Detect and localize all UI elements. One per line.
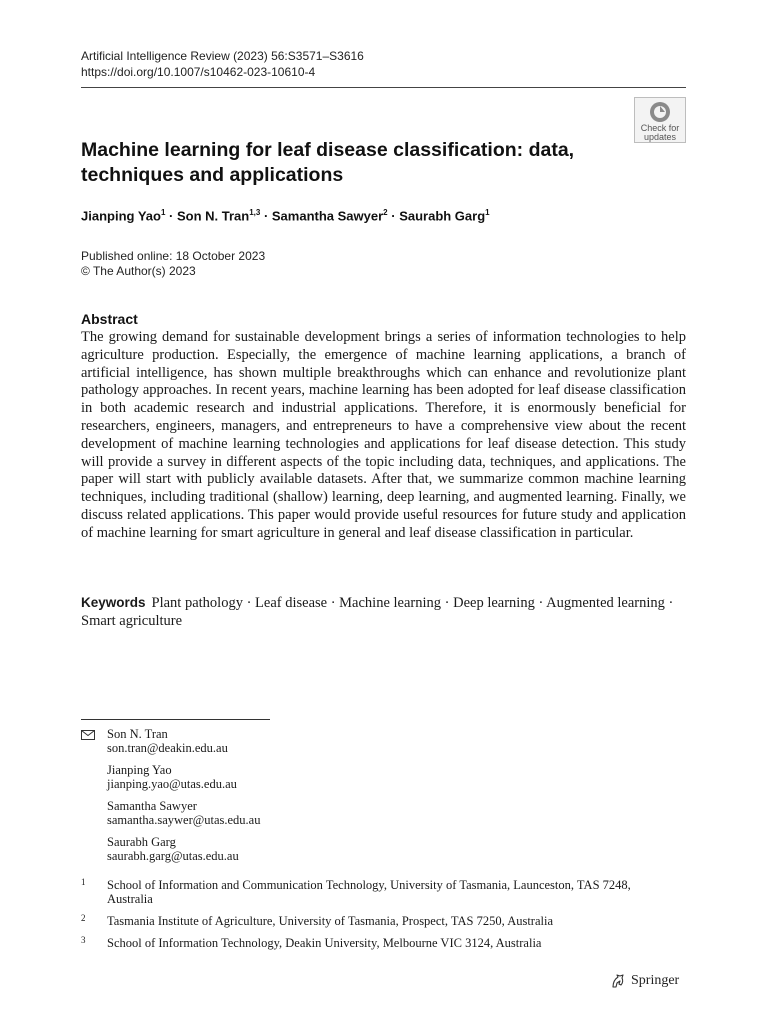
author-separator: · bbox=[260, 208, 272, 224]
abstract-text: The growing demand for sustainable development brings a series of information technologies to help agriculture production. Especially, the emergence of machine learning applications, a branch of artificial intelligence, has shown multiple breakthroughs which can enhance and revolutionize plant pathology approaches. In recent years, machine learning has been adopted for leaf disease classification in both academic research and industrial applications. Therefore, it is enormously beneficial for researchers, engineers, managers, and entrepreneurs to have a comprehensive view about the recent development of machine learning technologies and applications for leaf disease detection. This study will provide a survey in different aspects of the topic including data, techniques, and applications. The paper will start with publicly available datasets. After that, we summarize common machine learning techniques, including traditional (shallow) learning, deep learning, and augmented learning. Finally, we discuss related applications. This paper would provide useful resources for future study and application of machine learning for smart agriculture in general and leaf disease classification in particular. bbox=[81, 329, 686, 541]
update-ring-icon bbox=[648, 100, 672, 124]
keywords-block bbox=[81, 594, 686, 630]
correspondence-email[interactable]: saurabh.garg@utas.edu.au bbox=[107, 849, 239, 863]
correspondence-entry bbox=[81, 727, 381, 755]
affiliation-item bbox=[81, 914, 641, 928]
author-affiliation: 1 bbox=[485, 208, 490, 217]
author-list bbox=[81, 208, 490, 223]
affiliation-text: School of Information and Communication Technology, University of Tasmania, Launceston, TAS 7248, Australia bbox=[107, 878, 631, 906]
header-divider bbox=[81, 87, 686, 88]
correspondence-entry bbox=[81, 763, 381, 791]
affiliations-block bbox=[81, 878, 641, 958]
correspondence-email[interactable]: samantha.saywer@utas.edu.au bbox=[107, 813, 261, 827]
doi-link[interactable]: https://doi.org/10.1007/s10462-023-10610-4 bbox=[81, 65, 316, 79]
author-affiliation: 1 bbox=[160, 208, 166, 217]
affiliation-number: 3 bbox=[81, 935, 86, 945]
author-affiliation: 1,3 bbox=[249, 208, 261, 217]
publisher-logo bbox=[610, 973, 679, 989]
correspondence-block bbox=[81, 727, 381, 871]
affiliation-number: 2 bbox=[81, 913, 86, 923]
affiliation-text: Tasmania Institute of Agriculture, University of Tasmania, Prospect, TAS 7250, Australia bbox=[107, 914, 554, 928]
author-name[interactable]: Samantha Sawyer bbox=[271, 208, 384, 224]
author-separator: · bbox=[387, 208, 400, 224]
correspondence-email[interactable]: jianping.yao@utas.edu.au bbox=[107, 777, 237, 791]
check-for-updates-badge[interactable] bbox=[634, 97, 686, 143]
correspondence-entry bbox=[81, 835, 381, 863]
paper-title: Machine learning for leaf disease classification: data, techniques and applications bbox=[81, 139, 575, 186]
author-separator: · bbox=[165, 208, 177, 224]
affiliation-item bbox=[81, 878, 641, 906]
author-name[interactable]: Jianping Yao bbox=[81, 208, 161, 224]
affiliation-text: School of Information Technology, Deakin University, Melbourne VIC 3124, Australia bbox=[107, 936, 542, 950]
keywords-label: Keywords bbox=[81, 595, 146, 610]
correspondence-email[interactable]: son.tran@deakin.edu.au bbox=[107, 741, 228, 755]
correspondence-entry bbox=[81, 799, 381, 827]
journal-header bbox=[81, 48, 364, 80]
correspondence-name: Saurabh Garg bbox=[107, 835, 176, 849]
published-date: Published online: 18 October 2023 bbox=[81, 249, 266, 263]
publication-info bbox=[81, 249, 265, 279]
keywords-text: Plant pathology · Leaf disease · Machine learning · Deep learning · Augmented learning · Smart agriculture bbox=[81, 595, 674, 629]
footnote-divider bbox=[81, 719, 270, 720]
copyright-notice: © The Author(s) 2023 bbox=[81, 264, 196, 278]
correspondence-name: Son N. Tran bbox=[107, 727, 168, 741]
author-name[interactable]: Son N. Tran bbox=[176, 208, 250, 224]
correspondence-name: Samantha Sawyer bbox=[107, 799, 197, 813]
springer-horse-icon bbox=[610, 973, 626, 989]
abstract-heading: Abstract bbox=[81, 311, 138, 327]
author-affiliation: 2 bbox=[383, 208, 388, 217]
envelope-icon bbox=[81, 730, 95, 740]
badge-line-2: updates bbox=[643, 132, 677, 142]
affiliation-number: 1 bbox=[81, 877, 86, 887]
correspondence-name: Jianping Yao bbox=[107, 763, 172, 777]
publisher-name: Springer bbox=[631, 973, 680, 988]
author-name[interactable]: Saurabh Garg bbox=[399, 208, 486, 224]
affiliation-item bbox=[81, 936, 641, 950]
journal-citation: Artificial Intelligence Review (2023) 56:S3571–S3616 bbox=[81, 49, 364, 63]
badge-line-1: Check for bbox=[640, 123, 680, 133]
